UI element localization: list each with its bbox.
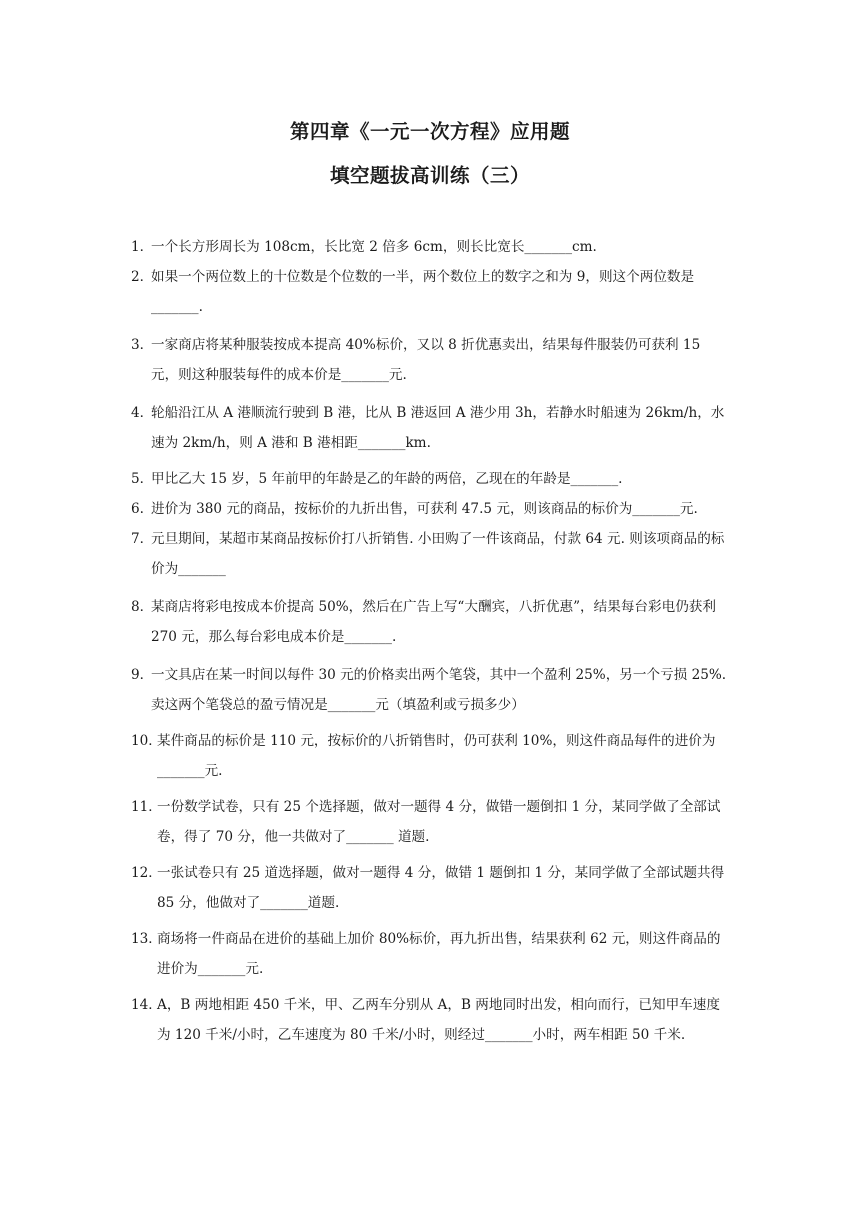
question-item <box>131 398 731 458</box>
question-list <box>131 232 731 1050</box>
question-item <box>131 924 731 984</box>
question-number: 10． <box>131 733 162 749</box>
question-number: 8． <box>131 599 154 615</box>
question-item <box>131 990 731 1050</box>
question-item <box>131 726 731 786</box>
question-text: 一家商店将某种服装按成本提高 40%标价，又以 8 折优惠卖出，结果每件服装仍可获利 15 元，则这种服装每件的成本价是_______元. <box>151 337 705 383</box>
question-text: A，B 两地相距 450 千米，甲、乙两车分别从 A，B 两地同时出发，相向而行，已知甲车速度为 120 千米/小时，乙车速度为 80 千米/小时，则经过_______小时，两车相距 50 千米. <box>157 997 720 1043</box>
question-number: 9． <box>131 667 154 683</box>
question-text: 甲比乙大 15 岁，5 年前甲的年龄是乙的年龄的两倍，乙现在的年龄是_______. <box>151 471 623 487</box>
question-text: 一份数学试卷，只有 25 个选择题，做对一题得 4 分，做错一题倒扣 1 分，某同学做了全部试卷，得了 70 分，他一共做对了_______ 道题. <box>157 799 721 845</box>
question-text: 一文具店在某一时间以每件 30 元的价格卖出两个笔袋，其中一个盈利 25%，另一个亏损 25%. 卖这两个笔袋总的盈亏情况是_______元（填盈利或亏损多少） <box>151 667 731 713</box>
question-text: 一个长方形周长为 108cm，长比宽 2 倍多 6cm，则长比宽长_______cm. <box>151 239 597 255</box>
question-number: 4． <box>131 405 154 421</box>
question-number: 2． <box>131 269 154 285</box>
question-item <box>131 494 731 524</box>
question-number: 5． <box>131 471 154 487</box>
question-item <box>131 262 731 322</box>
question-number: 14． <box>131 997 162 1013</box>
question-number: 1． <box>131 239 154 255</box>
question-text: 如果一个两位数上的十位数是个位数的一半，两个数位上的数字之和为 9，则这个两位数是_______. <box>151 269 695 315</box>
question-item <box>131 524 731 584</box>
question-number: 3． <box>131 337 154 353</box>
question-text: 商场将一件商品在进价的基础上加价 80%标价，再九折出售，结果获利 62 元，则这件商品的进价为_______元. <box>157 931 721 977</box>
question-item <box>131 464 731 494</box>
question-text: 某件商品的标价是 110 元，按标价的八折销售时，仍可获利 10%，则这件商品每件的进价为_______元. <box>157 733 716 779</box>
question-text: 元旦期间，某超市某商品按标价打八折销售. 小田购了一件该商品，付款 64 元. 则该项商品的标价为_______ <box>151 531 725 577</box>
page-title: 第四章《一元一次方程》应用题 <box>289 120 570 143</box>
question-number: 13． <box>131 931 162 947</box>
question-number: 6. <box>131 501 144 517</box>
question-text: 某商店将彩电按成本价提高 50%，然后在广告上写“大酬宾，八折优惠”，结果每台彩电仍获利 270 元，那么每台彩电成本价是_______. <box>151 599 721 645</box>
question-text: 进价为 380 元的商品，按标价的九折出售，可获利 47.5 元，则该商品的标价为_______元. <box>151 501 698 517</box>
question-number: 11． <box>131 799 162 815</box>
question-item <box>131 792 731 852</box>
question-text: 轮船沿江从 A 港顺流行驶到 B 港，比从 B 港返回 A 港少用 3h，若静水时船速为 26km/h，水速为 2km/h，则 A 港和 B 港相距_______km. <box>151 405 725 451</box>
question-number: 7． <box>131 531 154 547</box>
question-item <box>131 660 731 720</box>
question-item <box>131 232 731 262</box>
question-number: 12． <box>131 865 162 881</box>
question-item <box>131 330 731 390</box>
page-subtitle: 填空题拔高训练（三） <box>329 164 530 187</box>
question-item <box>131 592 731 652</box>
question-text: 一张试卷只有 25 道选择题，做对一题得 4 分，做错 1 题倒扣 1 分，某同学做了全部试题共得 85 分，他做对了_______道题. <box>157 865 729 911</box>
question-item <box>131 858 731 918</box>
